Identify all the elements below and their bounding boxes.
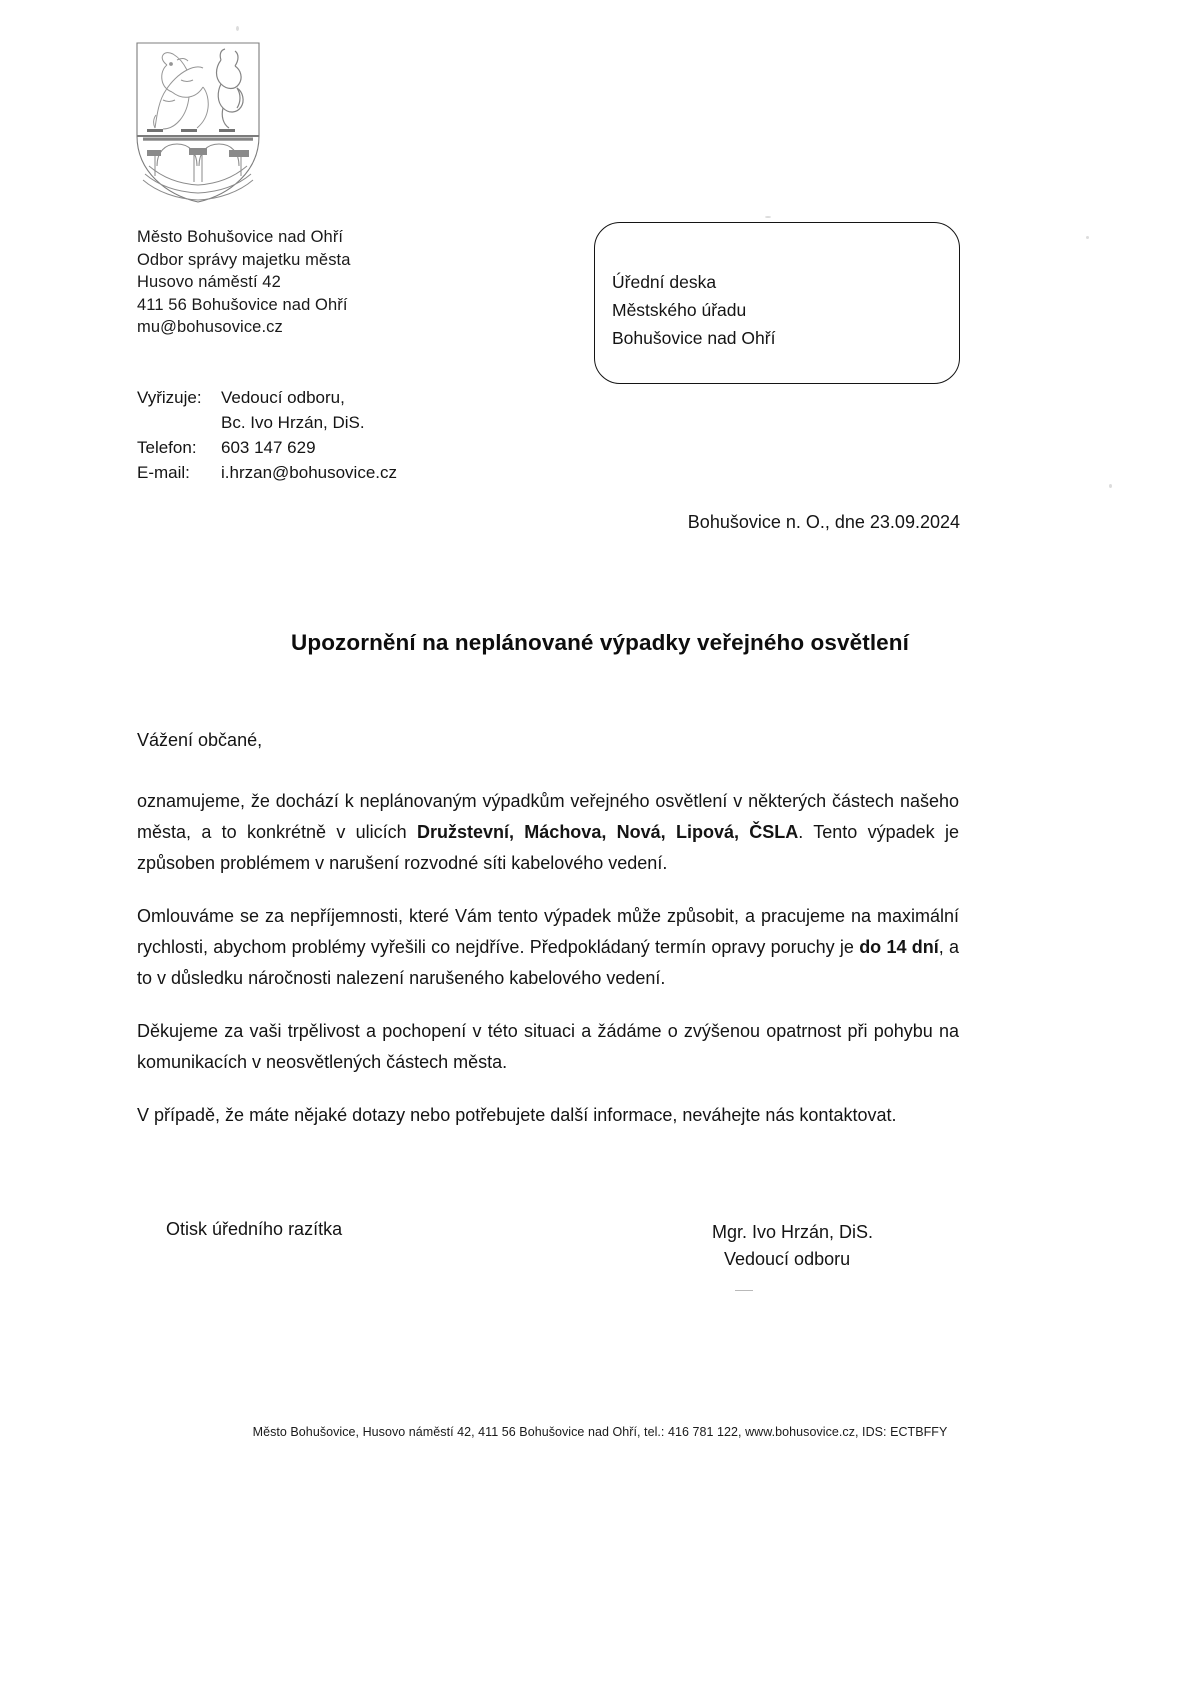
paragraph-2-deadline: do 14 dní bbox=[859, 937, 939, 957]
paragraph-2-part-1: Omlouváme se za nepříjemnosti, které Vám tento výpadek může způsobit, a pracujeme na maximální rychlosti, abychom problémy vyřešili co nejdříve. Předpokládaný termín opravy poruchy je bbox=[137, 906, 959, 957]
handler-value-second-line: Bc. Ivo Hrzán, DiS. bbox=[221, 413, 365, 432]
paragraph-4: V případě, že máte nějaké dotazy nebo potřebujete další informace, neváhejte nás kontaktovat. bbox=[137, 1105, 897, 1125]
signature-block bbox=[712, 1219, 873, 1273]
page-footer: Město Bohušovice, Husovo náměstí 42, 411 56 Bohušovice nad Ohří, tel.: 416 781 122, www.bohusovice.cz, IDS: ECTBFFY bbox=[252, 1425, 948, 1439]
sender-line-city: Město Bohušovice nad Ohří bbox=[137, 228, 344, 246]
document-title: Upozornění na neplánované výpadky veřejného osvětlení bbox=[291, 630, 909, 655]
sender-address-block bbox=[137, 226, 351, 339]
coat-of-arms-icon bbox=[133, 40, 263, 205]
paragraph-1-part-2: . Tento výpadek je způsoben problémem v narušení rozvodné síti kabelového vedení. bbox=[137, 822, 959, 873]
handler-label: Vyřizuje: bbox=[137, 388, 202, 407]
signatory-name: Mgr. Ivo Hrzán, DiS. bbox=[712, 1222, 874, 1242]
contact-row-handler bbox=[137, 385, 397, 410]
date-line: Bohušovice n. O., dne 23.09.2024 bbox=[687, 512, 960, 532]
scan-artifact-mark bbox=[735, 1290, 753, 1291]
recipient-line-board: Úřední deska bbox=[612, 272, 717, 292]
email-value: i.hrzan@bohusovice.cz bbox=[221, 463, 398, 482]
scan-speck bbox=[1109, 484, 1112, 488]
signatory-role: Vedoucí odboru bbox=[724, 1249, 851, 1269]
handler-value: Vedoucí odboru, bbox=[221, 388, 345, 407]
paragraph-1-part-1: oznamujeme, že dochází k neplánovaným výpadkům veřejného osvětlení v některých částech našeho města, a to konkrétně v ulicích bbox=[137, 791, 959, 842]
sender-line-email: mu@bohusovice.cz bbox=[137, 318, 283, 336]
recipient-line-office: Městského úřadu bbox=[612, 300, 747, 320]
paragraph-1 bbox=[137, 786, 959, 879]
phone-label: Telefon: bbox=[137, 438, 197, 457]
document-body bbox=[137, 725, 959, 1131]
scan-speck bbox=[1086, 236, 1089, 239]
scan-speck bbox=[236, 26, 239, 31]
salutation: Vážení občané, bbox=[137, 730, 263, 750]
paragraph-2-part-2: , a to v důsledku náročnosti nalezení narušeného kabelového vedení. bbox=[137, 937, 959, 988]
paragraph-1-streets: Družstevní, Máchova, Nová, Lipová, ČSLA bbox=[416, 822, 799, 842]
email-label: E-mail: bbox=[137, 463, 190, 482]
phone-value: 603 147 629 bbox=[221, 438, 316, 457]
scan-speck bbox=[765, 216, 771, 218]
sender-line-department: Odbor správy majetku města bbox=[137, 250, 351, 269]
recipient-line-city: Bohušovice nad Ohří bbox=[612, 328, 776, 348]
sender-line-street: Husovo náměstí 42 bbox=[137, 273, 281, 291]
sender-line-postcode: 411 56 Bohušovice nad Ohří bbox=[137, 295, 348, 314]
official-stamp-label: Otisk úředního razítka bbox=[166, 1219, 343, 1239]
paragraph-2 bbox=[137, 901, 959, 994]
contact-details-block bbox=[137, 385, 397, 485]
paragraph-3: Děkujeme za vaši trpělivost a pochopení v této situaci a žádáme o zvýšenou opatrnost při pohybu na komunikacích v neosvětlených částech města. bbox=[137, 1021, 959, 1072]
contact-row-phone bbox=[137, 435, 397, 460]
recipient-address-block bbox=[612, 268, 775, 352]
contact-row-email bbox=[137, 460, 397, 485]
